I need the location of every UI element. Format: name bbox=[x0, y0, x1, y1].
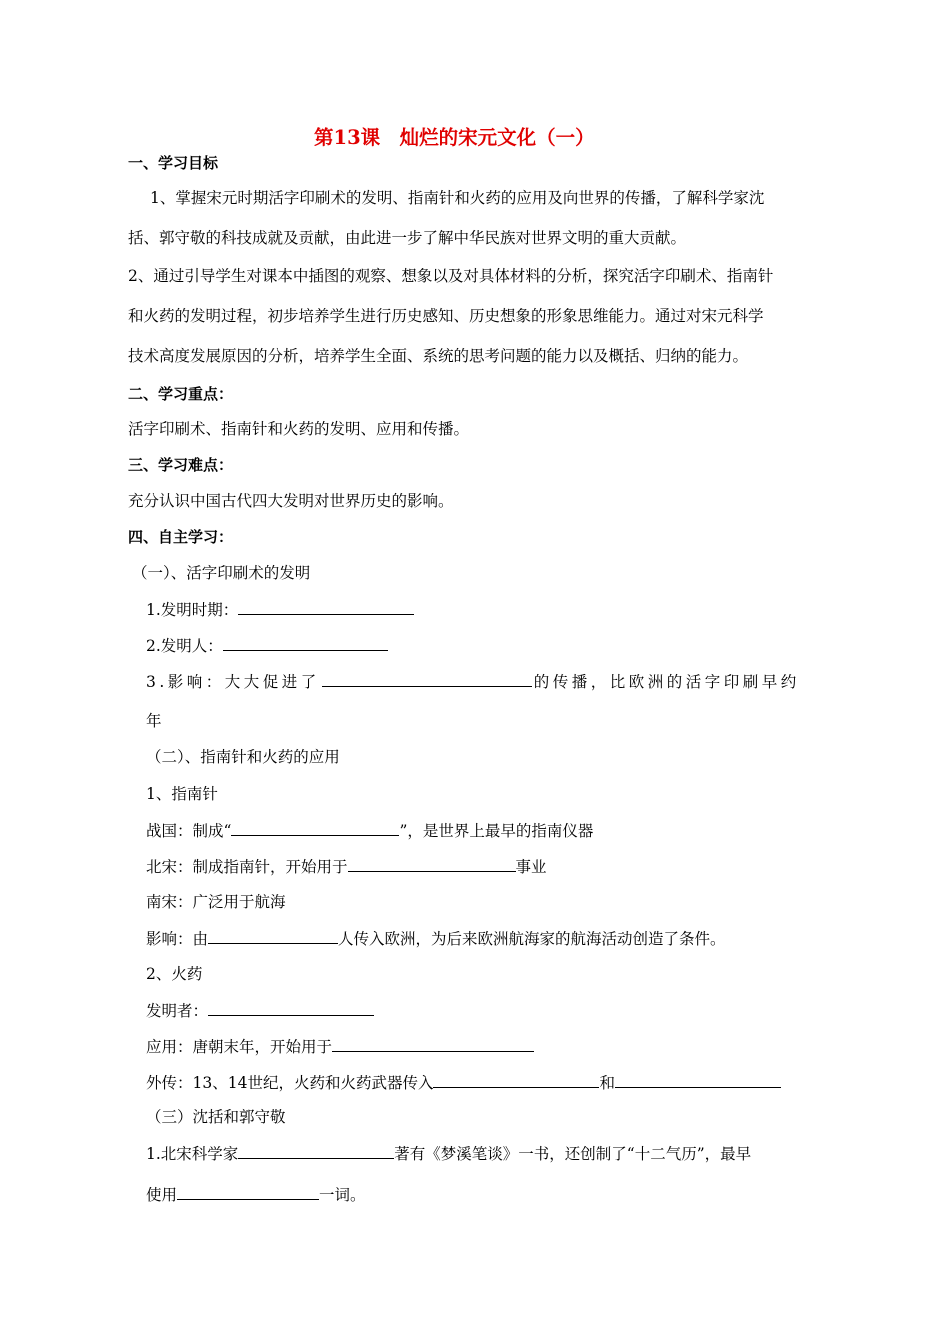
question-label: 的传播，比欧洲的活字印刷早约 bbox=[533, 673, 800, 691]
question-label: ”，是世界上最早的指南仪器 bbox=[399, 822, 594, 840]
key-points-text: 活字印刷术、指南针和火药的发明、应用和传播。 bbox=[128, 420, 470, 438]
part1-title: （一）、活字印刷术的发明 bbox=[132, 564, 311, 582]
part1-question-1 bbox=[146, 599, 414, 620]
answer-blank[interactable] bbox=[177, 1184, 319, 1200]
compass-zhanguo bbox=[146, 820, 593, 841]
question-label: 人传入欧洲，为后来欧洲航海家的航海活动创造了条件。 bbox=[338, 930, 726, 948]
answer-blank[interactable] bbox=[238, 1143, 394, 1159]
part1-question-2 bbox=[146, 635, 388, 656]
question-label: 战国：制成“ bbox=[146, 822, 232, 840]
part1-question-3-end: 年 bbox=[146, 712, 162, 730]
gunpowder-title: 2、火药 bbox=[146, 965, 203, 983]
question-label: 应用：唐朝末年，开始用于 bbox=[146, 1038, 333, 1056]
objective-2-line-3: 技术高度发展原因的分析，培养学生全面、系统的思考问题的能力以及概括、归纳的能力。 bbox=[128, 347, 749, 365]
question-label: 1.发明时期： bbox=[146, 601, 239, 619]
question-label: 2.发明人： bbox=[146, 637, 223, 655]
section-heading-objectives: 一、学习目标 bbox=[128, 154, 219, 172]
difficulties-text: 充分认识中国古代四大发明对世界历史的影响。 bbox=[128, 492, 454, 510]
gunpowder-use bbox=[146, 1036, 534, 1057]
objective-1-line-2: 括、郭守敬的科技成就及贡献，由此进一步了解中华民族对世界文明的重大贡献。 bbox=[128, 229, 687, 247]
question-label: 事业 bbox=[515, 858, 547, 876]
section-heading-key-points: 二、学习重点： bbox=[128, 385, 234, 403]
answer-blank[interactable] bbox=[322, 671, 532, 687]
question-label: 一词。 bbox=[319, 1186, 366, 1204]
question-label: 1.北宋科学家 bbox=[146, 1145, 239, 1163]
part1-question-3 bbox=[146, 671, 800, 692]
objective-2-line-1: 2、通过引导学生对课本中插图的观察、想象以及对具体材料的分析，探究活字印刷术、指南针 bbox=[128, 267, 774, 285]
part3-question-1 bbox=[146, 1143, 751, 1164]
answer-blank[interactable] bbox=[238, 599, 414, 615]
answer-blank[interactable] bbox=[231, 820, 399, 836]
question-label: 和 bbox=[599, 1074, 615, 1092]
compass-beisong bbox=[146, 856, 547, 877]
question-label: 外传：13、14世纪，火药和火药武器传入 bbox=[146, 1074, 434, 1092]
part3-question-1-cont bbox=[146, 1184, 366, 1205]
answer-blank[interactable] bbox=[208, 928, 338, 944]
objective-1-line-1: 1、掌握宋元时期活字印刷术的发明、指南针和火药的应用及向世界的传播，了解科学家沈 bbox=[150, 189, 765, 207]
answer-blank[interactable] bbox=[208, 1000, 374, 1016]
answer-blank[interactable] bbox=[332, 1036, 534, 1052]
compass-influence bbox=[146, 928, 726, 949]
part2-title: （二）、指南针和火药的应用 bbox=[146, 748, 340, 766]
compass-title: 1、指南针 bbox=[146, 785, 218, 803]
page-title: 第13课 灿烂的宋元文化（一） bbox=[314, 126, 595, 149]
question-label: 使用 bbox=[146, 1186, 178, 1204]
answer-blank[interactable] bbox=[615, 1072, 781, 1088]
gunpowder-inventor bbox=[146, 1000, 374, 1021]
section-heading-difficulties: 三、学习难点： bbox=[128, 456, 234, 474]
question-label: 发明者： bbox=[146, 1002, 209, 1020]
section-heading-self-study: 四、自主学习： bbox=[128, 528, 234, 546]
part3-title: （三）沈括和郭守敬 bbox=[146, 1108, 286, 1126]
gunpowder-spread bbox=[146, 1072, 781, 1093]
question-label: 3.影响：大大促进了 bbox=[146, 673, 320, 691]
answer-blank[interactable] bbox=[348, 856, 516, 872]
answer-blank[interactable] bbox=[433, 1072, 599, 1088]
compass-nansong: 南宋：广泛用于航海 bbox=[146, 893, 286, 911]
question-label: 北宋：制成指南针，开始用于 bbox=[146, 858, 348, 876]
answer-blank[interactable] bbox=[223, 635, 388, 651]
question-label: 影响：由 bbox=[146, 930, 209, 948]
objective-2-line-2: 和火药的发明过程，初步培养学生进行历史感知、历史想象的形象思维能力。通过对宋元科学 bbox=[128, 307, 764, 325]
question-label: 著有《梦溪笔谈》一书，还创制了“十二气历”，最早 bbox=[394, 1145, 752, 1163]
